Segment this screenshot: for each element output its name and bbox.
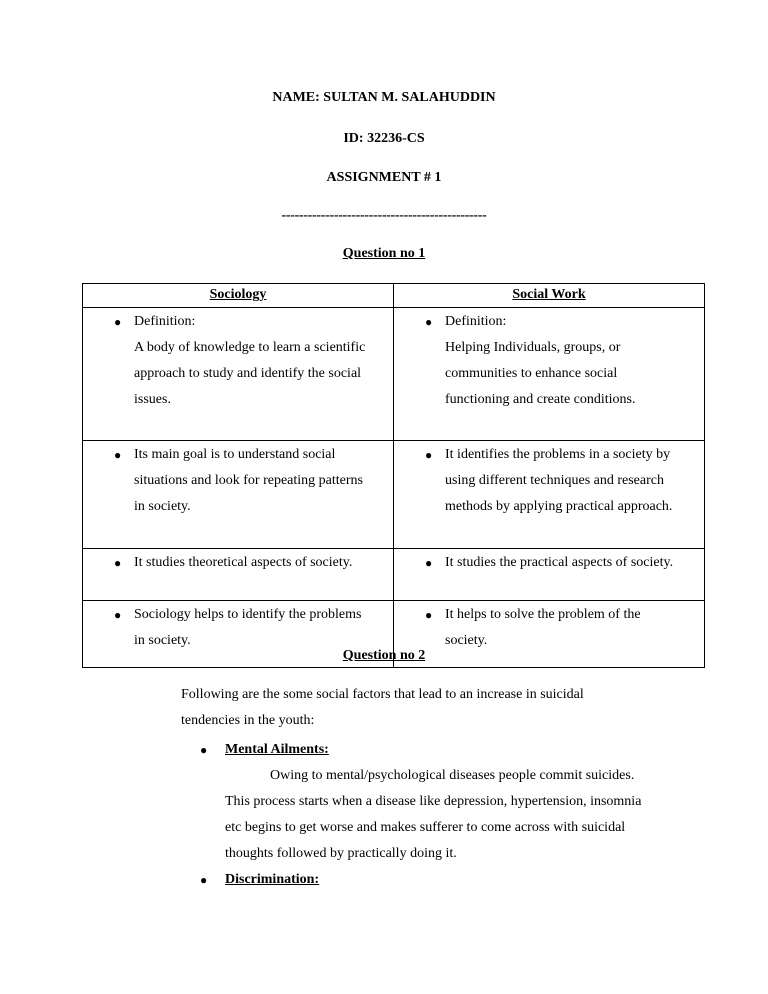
column-header-social-work: Social Work: [394, 284, 705, 308]
cell-line: Its main goal is to understand social: [134, 447, 336, 462]
bullet-icon: ●: [425, 448, 433, 462]
cell-line: methods by applying practical approach.: [445, 499, 673, 514]
question-2-intro: [181, 682, 701, 734]
cell-line: in society.: [134, 499, 191, 514]
cell-line: functioning and create conditions.: [445, 392, 636, 407]
bullet-icon: ●: [114, 448, 122, 462]
table-cell: [83, 441, 394, 549]
table-cell: [83, 308, 394, 441]
cell-line: Definition:: [134, 314, 196, 329]
assignment-title: ASSIGNMENT # 1: [326, 170, 442, 185]
student-name: NAME: SULTAN M. SALAHUDDIN: [272, 90, 496, 105]
bullet-icon: ●: [114, 608, 122, 622]
bullet-icon: ●: [425, 556, 433, 570]
bullet-icon: ●: [200, 873, 208, 887]
cell-line: It helps to solve the problem of the: [445, 607, 641, 622]
cell-line: It studies the practical aspects of society.: [445, 555, 674, 570]
table-cell: [83, 549, 394, 601]
body-line: etc begins to get worse and makes sufferer to come across with suicidal: [225, 820, 626, 835]
column-header-sociology: Sociology: [83, 284, 394, 308]
cell-line: A body of knowledge to learn a scientific: [134, 340, 366, 355]
header-divider: -----------------------------------------------: [281, 208, 487, 223]
bullet-icon: ●: [114, 315, 122, 329]
bullet-icon: ●: [200, 743, 208, 757]
cell-line: society.: [445, 633, 488, 648]
cell-line: communities to enhance social: [445, 366, 618, 381]
table-cell: [394, 549, 705, 601]
cell-line: using different techniques and research: [445, 473, 664, 488]
cell-line: Sociology helps to identify the problems: [134, 607, 362, 622]
body-line: This process starts when a disease like depression, hypertension, insomnia: [225, 794, 642, 809]
cell-line: Definition:: [445, 314, 507, 329]
cell-line: Helping Individuals, groups, or: [445, 340, 621, 355]
table-cell: [394, 308, 705, 441]
bullet-icon: ●: [425, 315, 433, 329]
cell-line: issues.: [134, 392, 171, 407]
bullet-icon: ●: [114, 556, 122, 570]
cell-line: in society.: [134, 633, 191, 648]
cell-line: It studies theoretical aspects of society.: [134, 555, 353, 570]
item-label: Discrimination:: [225, 872, 320, 887]
bullet-icon: ●: [425, 608, 433, 622]
intro-line: tendencies in the youth:: [181, 713, 315, 728]
cell-line: situations and look for repeating patterns: [134, 473, 363, 488]
body-line: thoughts followed by practically doing it.: [225, 846, 457, 861]
intro-line: Following are the some social factors that lead to an increase in suicidal: [181, 687, 584, 702]
comparison-table: [82, 283, 705, 668]
body-line: Owing to mental/psychological diseases people commit suicides.: [270, 768, 635, 783]
mental-ailments-body: [225, 763, 695, 867]
student-id: ID: 32236-CS: [343, 131, 425, 146]
cell-line: It identifies the problems in a society by: [445, 447, 671, 462]
item-label: Mental Ailments:: [225, 742, 329, 757]
table-cell: [394, 441, 705, 549]
question-1-title: Question no 1: [342, 246, 426, 261]
question-2-title: Question no 2: [342, 648, 426, 663]
cell-line: approach to study and identify the social: [134, 366, 362, 381]
